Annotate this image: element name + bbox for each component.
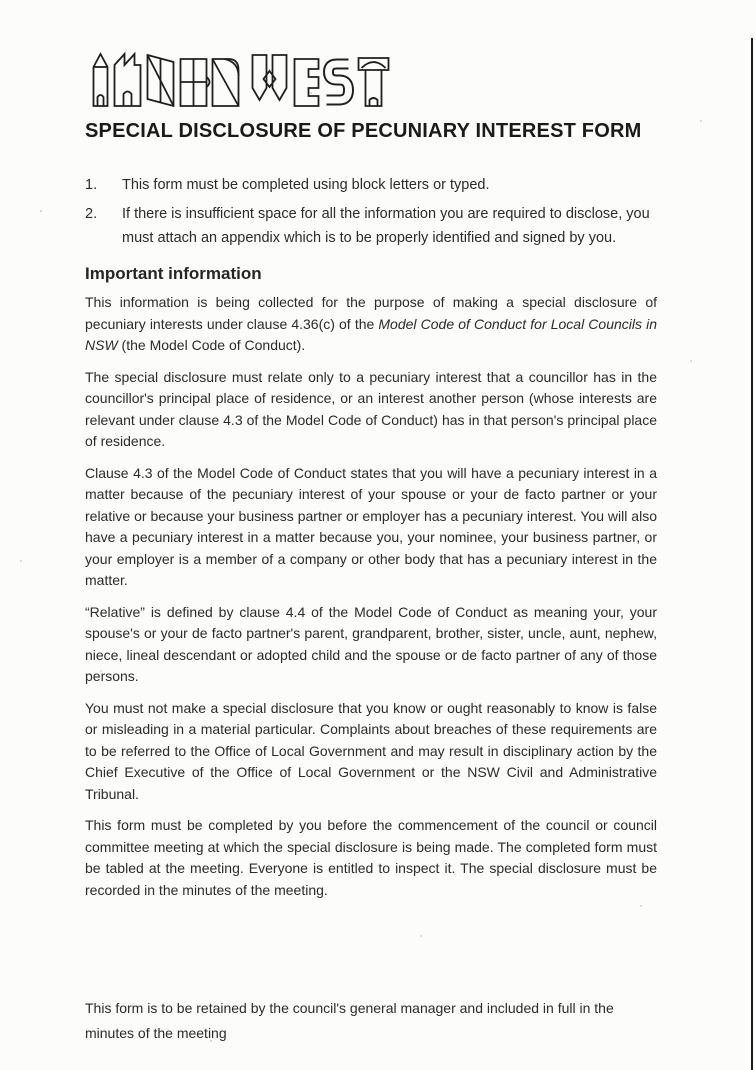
section-heading-important-information: Important information xyxy=(85,264,262,283)
inner-west-logo xyxy=(85,50,400,108)
instruction-item-1 xyxy=(85,173,657,197)
paragraph-completion-requirements: This form must be completed by you before the commencement of the council or council committee meeting at which the special disclosure is being made. The completed form must be tabled at the meeting. Everyone is entitled to inspect it. The special disclosure must be recorded in the minutes of the meeting. xyxy=(85,817,657,898)
footer-retention-note: This form is to be retained by the council's general manager and included in full in the minutes of the meeting xyxy=(85,1000,614,1041)
scan-artifact-edge-line xyxy=(751,38,753,1070)
form-title: SPECIAL DISCLOSURE OF PECUNIARY INTEREST FORM xyxy=(85,120,642,142)
instruction-number: 2. xyxy=(85,206,98,222)
italic-model-code-title: Model Code of Conduct for Local Councils in NSW xyxy=(85,315,657,353)
instruction-number: 1. xyxy=(85,177,98,193)
paragraph-special-disclosure-scope: The special disclosure must relate only to a pecuniary interest that a councillor has in the councillor's principal place of residence, or an interest another person (whose interests are relevant under clause 4.3 of the Model Code of Conduct) has in that person's principal place of residence. xyxy=(85,368,657,449)
instruction-text: This form must be completed using block letters or typed. xyxy=(122,177,490,193)
instruction-list xyxy=(85,173,657,250)
form-page xyxy=(85,50,657,901)
paragraph-relative-definition: “Relative” is defined by clause 4.4 of the Model Code of Conduct as meaning your, your spouse's or your de facto partner's parent, grandparent, brother, sister, uncle, aunt, nephew, niece, lineal descendant or adopted child and the spouse or de facto partner of any of those persons. xyxy=(85,603,657,684)
paragraph-clause-4-3: Clause 4.3 of the Model Code of Conduct states that you will have a pecuniary interest in a matter because of the pecuniary interest of your spouse or your de facto partner or your relative or because your business partner or employer has a pecuniary interest. You will also have a pecuniary interest in a matter because you, your nominee, your business partner, or your employer is a member of a company or other body that has a pecuniary interest in the matter. xyxy=(85,464,657,588)
scan-noise-specks xyxy=(0,0,2,2)
instruction-item-2 xyxy=(85,202,657,250)
paragraph-purpose xyxy=(85,292,657,357)
paragraph-false-disclosure-warning: You must not make a special disclosure that you know or ought reasonably to know is false or misleading in a material particular. Complaints about breaches of these requirements are to be referred to the Office of Local Government and may result in disciplinary action by the Chief Executive of the Office of Local Government or the NSW Civil and Administrative Tribunal. xyxy=(85,699,657,802)
paragraph-purpose-text: This information is being collected for the purpose of making a special disclosure of pecuniary interests under clause 4.36(c) of the xyxy=(85,294,657,332)
instruction-text: If there is insufficient space for all the information you are required to disclose, you must attach an appendix which is to be properly identified and signed by you. xyxy=(122,206,650,246)
paragraph-purpose-text-end: (the Model Code of Conduct). xyxy=(117,337,306,353)
inner-west-logo-lettermarks xyxy=(85,50,400,108)
